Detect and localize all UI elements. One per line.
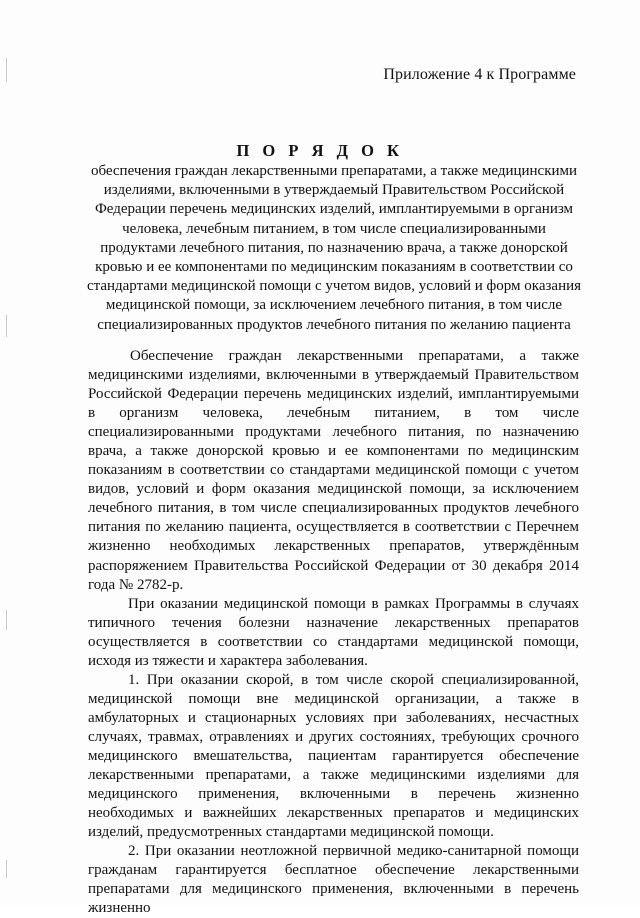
scan-edge-mark bbox=[6, 610, 7, 630]
document-subtitle: обеспечения граждан лекарственными препаратами, а также медицинскими изделиями, включенными в утверждаемый Правительством Российской Федерации перечень медицинских изделий, имплантируемыми в организм человека, лечебным питанием, в том числе специализированными продуктами лечебного питания, по назначению врача, а также донорской кровью и ее компонентами по медицинским показаниям в соответствии со стандартами медицинской помощи с учетом видов, условий и форм оказания медицинской помощи, за исключением лечебного питания, в том числе специализированных продуктов лечебного питания по желанию пациента bbox=[86, 163, 582, 333]
scan-edge-mark bbox=[6, 860, 7, 878]
document-title: П О Р Я Д О К bbox=[236, 141, 404, 160]
paragraph-standards: При оказании медицинской помощи в рамках Программы в случаях типичного течения болезни назначение лекарственных препаратов осуществляется в соответствии со стандартами медицинской помощи, исходя из тяжести и характера заболевания. bbox=[88, 595, 579, 669]
document-body bbox=[88, 347, 579, 918]
paragraph-intro: Обеспечение граждан лекарственными препаратами, а также медицинскими изделиями, включенными в утверждаемый Правительством Российской Федерации перечень медицинских изделий, имплантируемыми в организм человека, лечебным питанием, в том числе специализированными продуктами лечебного питания, по назначению врача, а также донорской кровью и ее компонентами по медицинским показаниям в соответствии со стандартами медицинской помощи с учетом видов, условий и форм оказания медицинской помощи, за исключением лечебного питания, в том числе специализированных продуктов лечебного питания по желанию пациента, осуществляется в соответствии с Перечнем жизненно необходимых лекарственных препаратов, утверждённым распоряжением Правительства Российской Федерации от 30 декабря 2014 года № 2782-р. bbox=[88, 348, 579, 593]
paragraph-item-1: 1. При оказании скорой, в том числе скорой специализированной, медицинской помощи вне медицинской организации, а также в амбулаторных и стационарных условиях при заболеваниях, несчастных случаях, травмах, отравлениях и других состояниях, требующих срочного медицинского вмешательства, пациентам гарантируется обеспечение лекарственными препаратами, а также медицинскими изделиями для медицинского применения, включенными в перечень жизненно необходимых и важнейших лекарственных препаратов и медицинских изделий, предусмотренных стандартами медицинской помощи. bbox=[88, 671, 579, 841]
scan-edge-mark bbox=[6, 315, 7, 337]
appendix-reference: Приложение 4 к Программе bbox=[383, 66, 576, 83]
paragraph-item-2: 2. При оказании неотложной первичной медико-санитарной помощи гражданам гарантируется бесплатное обеспечение лекарственными препаратами для медицинского применения, включенными в перечень жизненно bbox=[88, 843, 579, 917]
scan-edge-mark bbox=[6, 58, 7, 82]
